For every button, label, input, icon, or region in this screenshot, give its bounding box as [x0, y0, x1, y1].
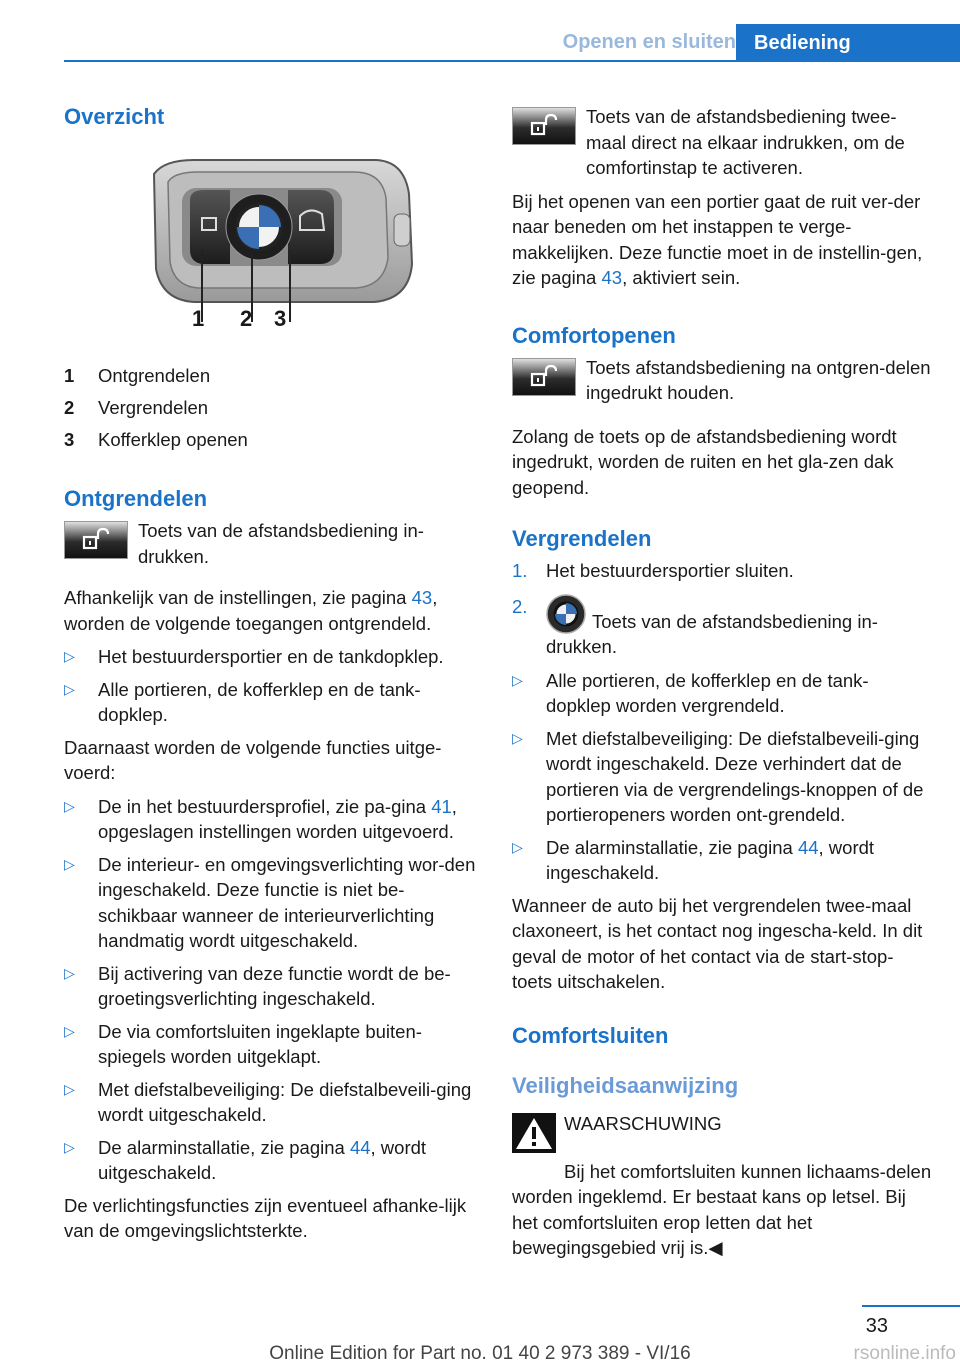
callout-2: 2	[240, 306, 253, 331]
step-text: Het bestuurdersportier sluiten.	[546, 560, 794, 581]
bullet-text-a: De alarminstallatie, zie pagina	[98, 1136, 350, 1158]
list-item	[64, 1077, 476, 1128]
header-section-title: Openen en sluiten	[562, 31, 736, 53]
functions-bullet-list	[64, 794, 476, 1186]
bullet-triangle-icon: ▷	[512, 838, 523, 855]
page-header	[64, 24, 960, 62]
list-item	[512, 594, 932, 660]
bullet-text-b: , wordt ingeschakeld.	[546, 836, 875, 883]
watermark: rsonline.info	[853, 1343, 956, 1362]
list-item	[512, 726, 932, 828]
list-item	[64, 424, 476, 456]
bullet-triangle-icon: ▷	[64, 964, 75, 981]
unlock-button-icon	[512, 358, 576, 396]
page-link-43[interactable]: 43	[411, 587, 433, 608]
list-item	[64, 360, 476, 392]
twice-instruction: Toets van de afstandsbediening twee-maal direct na elkaar indrukken, om de comfortinstap te activeren.	[586, 106, 905, 178]
unlock-text-b: , worden de volgende toegangen ontgrendeld.	[64, 587, 438, 634]
page-number: 33	[865, 1315, 888, 1337]
step-text-body: Toets van de afstandsbediening in-drukken.	[546, 610, 878, 657]
warning-label: WAARSCHUWING	[564, 1112, 722, 1134]
window-text-b: , aktiviert sein.	[622, 267, 741, 288]
header-chapter-tab: Bediening	[736, 24, 960, 62]
bullet-triangle-icon: ▷	[64, 797, 75, 814]
list-item	[64, 794, 476, 845]
list-item	[64, 677, 476, 728]
bullet-text-b: , opgeslagen instellingen worden uitgevoerd.	[98, 795, 457, 842]
comfort-open-paragraph: Zolang de toets op de afstandsbediening wordt ingedrukt, worden de ruiten en het gla-zen dak geopend.	[512, 425, 897, 498]
callout-3: 3	[274, 306, 287, 331]
lock-heading: Vergrendelen	[512, 526, 652, 551]
bullet-triangle-icon: ▷	[64, 1080, 75, 1097]
unlock-icon-paragraph	[64, 518, 476, 569]
callout-1: 1	[192, 306, 205, 331]
list-item	[64, 644, 476, 670]
page-link-44[interactable]: 44	[349, 1136, 371, 1158]
page-link-41[interactable]: 41	[431, 795, 452, 817]
legend-number: 2	[64, 397, 75, 418]
bullet-text: Alle portieren, de kofferklep en de tank-dopklep.	[98, 678, 421, 725]
unlock-paragraph	[64, 585, 476, 636]
warning-text: Bij het comfortsluiten kunnen lichaams-delen worden ingeklemd. Er bestaat kans op letsel. Bij het comfortsluiten erop letten dat het bewegingsgebied vrij is.◀	[512, 1160, 932, 1258]
lighting-closing-paragraph: De verlichtingsfuncties zijn eventueel afhanke-lijk van de omgevingslichtsterkte.	[64, 1194, 467, 1241]
twice-icon-paragraph	[512, 104, 932, 181]
bullet-text: Alle portieren, de kofferklep en de tank-dopklep worden vergrendeld.	[546, 669, 869, 716]
page-link-43[interactable]: 43	[601, 267, 623, 288]
comfort-open-icon-paragraph	[512, 355, 932, 406]
bullet-text	[98, 794, 476, 845]
list-item	[64, 852, 476, 954]
list-item	[64, 1019, 476, 1070]
safety-heading: Veiligheidsaanwijzing	[512, 1072, 739, 1098]
window-paragraph	[512, 189, 932, 291]
bullet-triangle-icon: ▷	[512, 729, 523, 746]
comfort-open-heading: Comfortopenen	[512, 322, 676, 348]
step-text	[546, 594, 932, 660]
bullet-text: Met diefstalbeveiliging: De diefstalbeveili-ging wordt ingeschakeld. Deze verhindert dat de portieren via de vergrendelings-knoppen of de portieropeners worden ont-grendeld.	[546, 727, 924, 825]
functions-intro: Daarnaast worden de volgende functies uitge-voerd:	[64, 736, 442, 783]
legend-number: 1	[64, 365, 75, 386]
unlock-text-a: Afhankelijk van de instellingen, zie pagina	[64, 587, 412, 608]
list-item	[512, 668, 932, 719]
bullet-text	[546, 835, 932, 886]
left-column	[64, 100, 476, 1244]
bullet-text-a: De in het bestuurdersprofiel, zie pa-gina	[98, 795, 432, 817]
horn-paragraph: Wanneer de auto bij het vergrendelen twee-maal claxoneert, is het contact nog ingescha-keld. In dit geval de motor of het contact via de start-stop-toets uitschakelen.	[512, 894, 923, 992]
warning-block	[512, 1107, 932, 1153]
edition-text: Online Edition for Part no. 01 40 2 973 389 - VI/16	[269, 1343, 691, 1362]
bullet-triangle-icon: ▷	[64, 648, 75, 664]
bmw-logo-icon	[546, 594, 586, 634]
step-number: 2.	[512, 595, 528, 617]
bullet-triangle-icon: ▷	[64, 1022, 75, 1039]
step-number: 1.	[512, 560, 528, 581]
bullet-text: Het bestuurdersportier en de tankdopklep.	[98, 646, 444, 667]
unlock-instruction: Toets van de afstandsbediening in-drukken.	[138, 520, 424, 567]
bullet-text-b: , wordt uitgeschakeld.	[98, 1136, 427, 1183]
bullet-triangle-icon: ▷	[64, 680, 75, 697]
comfort-close-heading: Comfortsluiten	[512, 1022, 669, 1048]
window-text-a: Bij het openen van een portier gaat de ruit ver-der naar beneden om het instappen te verge-makkelijken. Deze functie moet in de instellin-gen, zie pagina	[512, 190, 923, 288]
key-legend-list	[64, 360, 476, 456]
bullet-triangle-icon: ▷	[64, 855, 75, 872]
warning-triangle-icon	[512, 1113, 556, 1153]
unlock-button-icon	[64, 521, 128, 559]
bullet-text-a: De alarminstallatie, zie pagina	[546, 836, 798, 858]
legend-number: 3	[64, 429, 75, 450]
bullet-text: Bij activering van deze functie wordt de be-groetingsverlichting ingeschakeld.	[98, 962, 451, 1009]
comfort-open-instruction: Toets afstandsbediening na ontgren-delen ingedrukt houden.	[586, 356, 931, 403]
right-column	[512, 104, 932, 1261]
list-item	[512, 835, 932, 886]
bullet-text	[98, 1135, 476, 1186]
bullet-text: De via comfortsluiten ingeklapte buiten-spiegels worden uitgeklapt.	[98, 1020, 422, 1067]
list-item	[512, 558, 932, 584]
bullet-text: Met diefstalbeveiliging: De diefstalbeveili-ging wordt uitgeschakeld.	[98, 1078, 472, 1125]
page-link-44[interactable]: 44	[797, 836, 819, 858]
lock-steps-list	[512, 558, 932, 660]
unlock-bullet-list	[64, 644, 476, 728]
overview-heading: Overzicht	[64, 104, 165, 129]
legend-text: Vergrendelen	[98, 397, 209, 418]
footer-rule	[862, 1305, 960, 1307]
bullet-triangle-icon: ▷	[512, 671, 523, 688]
unlock-button-icon	[512, 107, 576, 145]
unlock-heading: Ontgrendelen	[64, 486, 208, 511]
list-item	[64, 392, 476, 424]
legend-text: Kofferklep openen	[98, 429, 248, 450]
legend-text: Ontgrendelen	[98, 365, 211, 386]
list-item	[64, 961, 476, 1012]
list-item	[64, 1135, 476, 1186]
lock-bullet-list	[512, 668, 932, 886]
warning-content	[564, 1107, 722, 1137]
bullet-triangle-icon: ▷	[64, 1138, 75, 1155]
bullet-text: De interieur- en omgevingsverlichting wor-den ingeschakeld. Deze functie is niet be-schikbaar wanneer de interieurverlichting handmatig wordt uitgeschakeld.	[98, 853, 476, 951]
